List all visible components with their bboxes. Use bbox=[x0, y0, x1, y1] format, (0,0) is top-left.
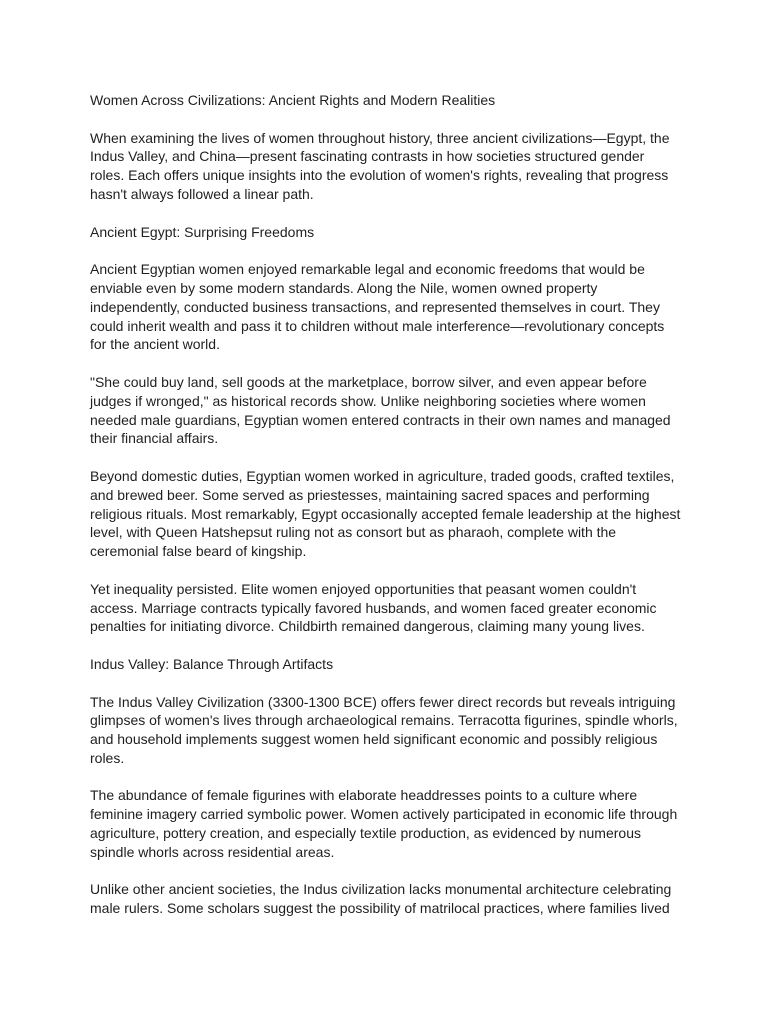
document-title: Women Across Civilizations: Ancient Rights and Modern Realities bbox=[90, 92, 496, 108]
egypt-paragraph: Beyond domestic duties, Egyptian women worked in agriculture, traded goods, crafted textiles, and brewed beer. Some served as priestesses, maintaining sacred spaces and performing religious rituals. Most remarkably, Egypt occasionally accepted female leadership at the highest level, with Queen Hatshepsut ruling not as consort but as pharaoh, complete with the ceremonial false beard of kingship. bbox=[90, 467, 681, 560]
document-body bbox=[90, 91, 682, 937]
intro-paragraph: When examining the lives of women throughout history, three ancient civilizations—Egypt, the Indus Valley, and China—present fascinating contrasts in how societies structured gender roles. Each offers unique insights into the evolution of women's rights, revealing that progress hasn't always followed a linear path. bbox=[90, 129, 670, 202]
indus-paragraph: The abundance of female figurines with elaborate headdresses points to a culture where feminine imagery carried symbolic power. Women actively participated in economic life through agriculture, pottery creation, and especially textile production, as evidenced by numerous spindle whorls across residential areas. bbox=[90, 787, 678, 860]
egypt-paragraph: Ancient Egyptian women enjoyed remarkable legal and economic freedoms that would be enviable even by some modern standards. Along the Nile, women owned property independently, conducted business transactions, and represented themselves in court. They could inherit wealth and pass it to children without male interference—revolutionary concepts for the ancient world. bbox=[90, 261, 665, 353]
egypt-paragraph: "She could buy land, sell goods at the marketplace, borrow silver, and even appear before judges if wronged," as historical records show. Unlike neighboring societies where women needed male guardians, Egyptian women entered contracts in their own names and managed their financial affairs. bbox=[90, 373, 671, 447]
section-heading-egypt: Ancient Egypt: Surprising Freedoms bbox=[90, 223, 315, 240]
egypt-paragraph: Yet inequality persisted. Elite women enjoyed opportunities that peasant women couldn't access. Marriage contracts typically favored husbands, and women faced greater economic penalties for initiating divorce. Childbirth remained dangerous, claiming many young lives. bbox=[90, 580, 657, 635]
section-heading-indus-valley: Indus Valley: Balance Through Artifacts bbox=[90, 655, 334, 672]
indus-paragraph: The Indus Valley Civilization (3300-1300 BCE) offers fewer direct records but reveals intriguing glimpses of women's lives through archaeological remains. Terracotta figurines, spindle whorls, and household implements suggest women held significant economic and possibly religious roles. bbox=[90, 693, 678, 766]
indus-paragraph: Unlike other ancient societies, the Indus civilization lacks monumental architecture celebrating male rulers. Some scholars suggest the possibility of matrilocal practices, where families lived bbox=[90, 881, 672, 917]
